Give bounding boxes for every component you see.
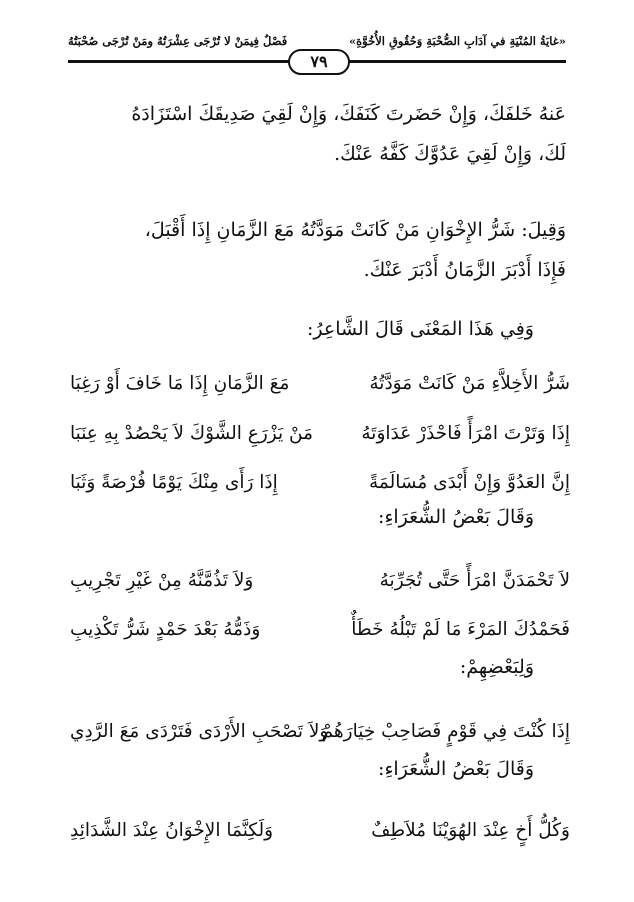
verse-line: [70, 463, 570, 503]
verse-second-hemistich: مَعَ الزَّمَانِ إِذَا مَا خَافَ أَوْ رَغِبَا: [70, 373, 290, 394]
verse-second-hemistich: وَذَمُّهُ بَعْدَ حَمْدٍ شَرُّ تَكْذِيبِ: [70, 619, 261, 640]
verse-line: [70, 811, 570, 851]
verse-line: [70, 414, 570, 454]
paragraph-line: لَكَ، وَإِنْ لَقِيَ عَدُوَّكَ كَفَّهُ عَنْكَ.: [334, 143, 566, 165]
chapter-title: فَصْلٌ فِيمَنْ لا تُرْجَى عِشْرَتُهُ ومَنْ تُرْجَى صُحْبَتُهُ: [68, 34, 288, 48]
verse-intro: وَقَالَ بَعْضُ الشُّعَرَاءِ:: [378, 758, 534, 780]
paragraph-line: وَقِيلَ: شَرُّ الإِخْوَانِ مَنْ كَانَتْ مَوَدَّتُهُ مَعَ الزَّمَانِ إِذَا أَقْبَلَ،: [144, 219, 566, 241]
verse-first-hemistich: شَرُّ الأَخِلاَّءِ مَنْ كَانَتْ مَوَدَّتُهُ: [369, 373, 570, 394]
verse-second-hemistich: وَلاَ تَذُمَّنَّهُ مِنْ غَيْرِ تَجْرِيبِ: [70, 570, 254, 591]
verse-second-hemistich: إِذَا رَأَى مِنْكَ يَوْمًا فُرْصَةً وَثَبَا: [70, 472, 278, 493]
verse-line: [70, 610, 570, 650]
verse-first-hemistich: إِذَا وَتَرْتَ امْرَأً فَاحْذَرْ عَدَاوَتَهُ: [361, 423, 570, 444]
page-number: ٧٩: [288, 49, 350, 75]
paragraph-1: [74, 94, 566, 174]
paragraph-line: عَنهُ خَلفَكَ، وَإِنْ حَضَرتَ كَنَفَكَ، وَإِنْ لَقِيَ صَدِيقَكَ اسْتَزَادَهُ: [131, 103, 566, 125]
verse-second-hemistich: وَلاَ تَصْحَبِ الأَرْدَى فَتَرْدَى مَعَ الرَّدِي: [70, 721, 329, 742]
verse-second-hemistich: وَلَكِنَّمَا الإِخْوَانُ عِنْدَ الشَّدَائِدِ: [70, 820, 274, 841]
verse-intro: وَلِبَعْضِهِمْ:: [459, 656, 534, 678]
verse-first-hemistich: لاَ تَحْمَدَنَّ امْرَأً حَتَّى تُجَرِّبَهُ: [379, 570, 570, 591]
verse-second-hemistich: مَنْ يَزْرَعِ الشَّوْكَ لاَ يَحْصُدْ بِهِ عِنَبَا: [70, 423, 313, 444]
verse-line: [70, 561, 570, 601]
verse-first-hemistich: إِذَا كُنْتَ فِي قَوْمٍ فَصَاحِبْ خِيَارَهُمْ: [321, 721, 570, 742]
verse-line: [70, 712, 570, 752]
verse-line: [70, 364, 570, 404]
verse-first-hemistich: وَكُلُّ أَخٍ عِنْدَ الهُوَيْنَا مُلاَطِفٌ: [371, 820, 570, 841]
verse-intro: وَفِي هَذَا المَعْنَى قَالَ الشَّاعِرُ:: [306, 318, 534, 340]
verse-intro: وَقَالَ بَعْضُ الشُّعَرَاءِ:: [378, 506, 534, 528]
book-title: «غايَةُ المُنْيَةِ في آدَابِ الصُّحْبَةِ وَحُقُوقِ الأُخُوَّةِ»: [348, 34, 566, 48]
verse-first-hemistich: إِنَّ العَدُوَّ وَإِنْ أَبْدَى مُسَالَمَةً: [368, 472, 570, 493]
paragraph-line: فَإِذَا أَدْبَرَ الزَّمَانُ أَدْبَرَ عَنْكَ.: [363, 259, 566, 281]
paragraph-2: [74, 210, 566, 290]
verse-first-hemistich: فَحَمْدُكَ المَرْءَ مَا لَمْ تَبْلُهُ خَطَأٌ: [351, 619, 570, 640]
